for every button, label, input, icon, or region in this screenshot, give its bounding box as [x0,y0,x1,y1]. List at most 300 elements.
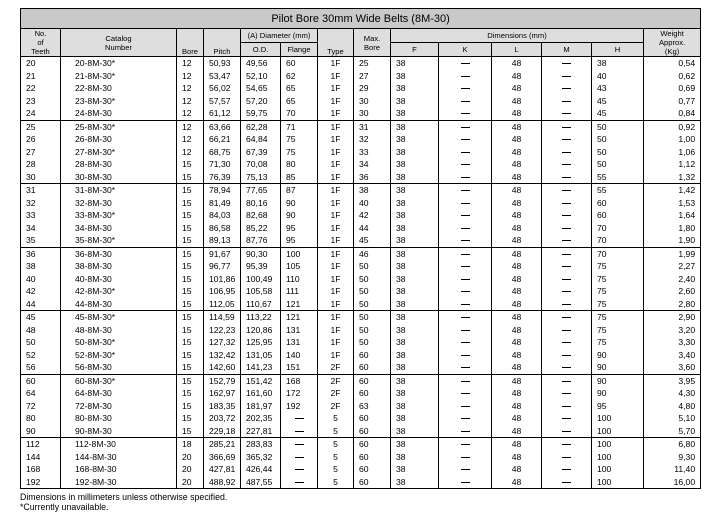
cell-flange: 110 [281,273,318,286]
cell-od: 426,44 [241,463,281,476]
cell-od: 95,39 [241,260,281,273]
cell-m [542,82,592,95]
cell-k [439,222,492,235]
dash-symbol [562,228,571,229]
dash-symbol [562,444,571,445]
cell-l: 48 [492,285,542,298]
cell-max-bore: 34 [354,158,391,171]
cell-m [542,158,592,171]
cell-f: 38 [391,120,439,133]
cell-catalog: 168-8M-30 [61,463,177,476]
cell-weight: 1,80 [644,222,701,235]
cell-h: 50 [592,146,644,159]
cell-m [542,70,592,83]
cell-l: 48 [492,70,542,83]
table-row [21,57,701,70]
cell-catalog: 64-8M-30 [61,387,177,400]
cell-l: 48 [492,82,542,95]
cell-m [542,133,592,146]
table-row [21,184,701,197]
cell-pitch: 81,49 [204,197,241,210]
cell-catalog: 34-8M-30 [61,222,177,235]
cell-catalog: 42-8M-30* [61,285,177,298]
cell-pitch: 427,81 [204,463,241,476]
table-row [21,120,701,133]
cell-k [439,146,492,159]
cell-l: 48 [492,273,542,286]
cell-h: 70 [592,234,644,247]
cell-catalog: 24-8M-30 [61,107,177,120]
table-row [21,158,701,171]
cell-bore: 15 [177,209,204,222]
cell-od: 161,60 [241,387,281,400]
cell-k [439,171,492,184]
cell-h: 75 [592,336,644,349]
cell-teeth: 40 [21,273,61,286]
cell-pitch: 78,94 [204,184,241,197]
dash-symbol [562,266,571,267]
cell-weight: 1,32 [644,171,701,184]
table-row [21,197,701,210]
dash-symbol [562,418,571,419]
cell-f: 38 [391,133,439,146]
cell-type: 1F [318,209,354,222]
cell-od: 62,28 [241,120,281,133]
cell-catalog: 56-8M-30 [61,361,177,374]
cell-max-bore: 60 [354,451,391,464]
cell-f: 38 [391,400,439,413]
cell-l: 48 [492,451,542,464]
cell-h: 90 [592,374,644,387]
cell-f: 38 [391,451,439,464]
header-h: H [592,43,644,57]
dash-symbol [562,457,571,458]
cell-pitch: 122,23 [204,324,241,337]
cell-m [542,451,592,464]
footnotes [20,492,700,512]
cell-catalog: 26-8M-30 [61,133,177,146]
cell-catalog: 33-8M-30* [61,209,177,222]
cell-max-bore: 25 [354,57,391,70]
cell-teeth: 28 [21,158,61,171]
cell-max-bore: 60 [354,387,391,400]
cell-pitch: 86,58 [204,222,241,235]
cell-flange [281,425,318,438]
cell-flange: 75 [281,146,318,159]
cell-bore: 12 [177,146,204,159]
dash-symbol [562,164,571,165]
cell-teeth: 45 [21,311,61,324]
cell-k [439,120,492,133]
dash-symbol [562,355,571,356]
dash-symbol [461,164,470,165]
dash-symbol [461,76,470,77]
cell-k [439,387,492,400]
cell-max-bore: 33 [354,146,391,159]
cell-flange: 71 [281,120,318,133]
cell-od: 77,65 [241,184,281,197]
table-row [21,400,701,413]
cell-type: 1F [318,349,354,362]
table-row [21,95,701,108]
cell-max-bore: 42 [354,209,391,222]
cell-k [439,463,492,476]
dash-symbol [562,291,571,292]
cell-max-bore: 60 [354,476,391,489]
cell-teeth: 27 [21,146,61,159]
cell-m [542,184,592,197]
cell-h: 100 [592,438,644,451]
cell-f: 38 [391,438,439,451]
cell-h: 75 [592,298,644,311]
cell-bore: 20 [177,476,204,489]
dash-symbol [461,381,470,382]
cell-teeth: 24 [21,107,61,120]
cell-l: 48 [492,184,542,197]
header-l: L [492,43,542,57]
cell-l: 48 [492,222,542,235]
cell-od: 87,76 [241,234,281,247]
cell-l: 48 [492,234,542,247]
cell-bore: 15 [177,374,204,387]
cell-bore: 15 [177,234,204,247]
cell-od: 54,65 [241,82,281,95]
cell-k [439,451,492,464]
cell-f: 38 [391,463,439,476]
table-row [21,463,701,476]
table-row [21,260,701,273]
cell-h: 45 [592,95,644,108]
cell-catalog: 112-8M-30 [61,438,177,451]
cell-l: 48 [492,374,542,387]
dash-symbol [461,444,470,445]
cell-teeth: 21 [21,70,61,83]
cell-weight: 5,10 [644,412,701,425]
cell-m [542,57,592,70]
cell-k [439,197,492,210]
dash-symbol [461,406,470,407]
cell-teeth: 20 [21,57,61,70]
table-body [21,57,701,489]
cell-f: 38 [391,107,439,120]
cell-weight: 0,62 [644,70,701,83]
cell-f: 38 [391,349,439,362]
cell-h: 100 [592,412,644,425]
cell-k [439,349,492,362]
cell-h: 75 [592,324,644,337]
dash-symbol [461,431,470,432]
cell-h: 100 [592,425,644,438]
cell-catalog: 25-8M-30* [61,120,177,133]
cell-od: 82,68 [241,209,281,222]
cell-l: 48 [492,463,542,476]
cell-catalog: 22-8M-30 [61,82,177,95]
cell-h: 70 [592,222,644,235]
cell-pitch: 66,21 [204,133,241,146]
cell-bore: 15 [177,400,204,413]
cell-od: 80,16 [241,197,281,210]
dash-symbol [562,113,571,114]
cell-k [439,361,492,374]
dash-symbol [461,457,470,458]
table-row [21,476,701,489]
cell-h: 50 [592,158,644,171]
cell-flange: 131 [281,336,318,349]
cell-pitch: 132,42 [204,349,241,362]
cell-f: 38 [391,374,439,387]
cell-od: 283,83 [241,438,281,451]
cell-type: 1F [318,171,354,184]
footnote-unavailable: *Currently unavailable. [20,502,109,512]
cell-pitch: 68,75 [204,146,241,159]
cell-l: 48 [492,209,542,222]
cell-k [439,234,492,247]
header-teeth: No. of Teeth [21,29,61,57]
dash-symbol [562,63,571,64]
cell-h: 90 [592,361,644,374]
cell-type: 5 [318,476,354,489]
cell-weight: 0,69 [644,82,701,95]
cell-type: 2F [318,387,354,400]
cell-bore: 15 [177,349,204,362]
cell-od: 59,75 [241,107,281,120]
cell-weight: 3,20 [644,324,701,337]
cell-k [439,311,492,324]
cell-od: 202,35 [241,412,281,425]
cell-flange: 172 [281,387,318,400]
cell-m [542,171,592,184]
dash-symbol [562,190,571,191]
dash-symbol [461,355,470,356]
cell-flange [281,476,318,489]
cell-m [542,336,592,349]
cell-max-bore: 50 [354,336,391,349]
footnote-units: Dimensions in millimeters unless otherwise specified. [20,492,228,502]
cell-m [542,197,592,210]
cell-f: 38 [391,273,439,286]
cell-h: 100 [592,476,644,489]
table-row [21,273,701,286]
cell-teeth: 26 [21,133,61,146]
cell-type: 5 [318,412,354,425]
cell-od: 100,49 [241,273,281,286]
table-row [21,133,701,146]
cell-weight: 6,80 [644,438,701,451]
cell-pitch: 76,39 [204,171,241,184]
cell-bore: 12 [177,57,204,70]
table-row [21,146,701,159]
cell-flange: 121 [281,298,318,311]
cell-od: 227,81 [241,425,281,438]
cell-flange: 100 [281,247,318,260]
cell-l: 48 [492,336,542,349]
cell-h: 70 [592,247,644,260]
cell-pitch: 162,97 [204,387,241,400]
cell-flange: 60 [281,57,318,70]
cell-h: 100 [592,451,644,464]
cell-bore: 12 [177,95,204,108]
cell-teeth: 23 [21,95,61,108]
cell-m [542,476,592,489]
cell-f: 38 [391,222,439,235]
cell-teeth: 22 [21,82,61,95]
cell-max-bore: 31 [354,120,391,133]
cell-od: 181,97 [241,400,281,413]
dash-symbol [461,139,470,140]
table-row [21,82,701,95]
cell-bore: 12 [177,107,204,120]
cell-h: 50 [592,120,644,133]
cell-l: 48 [492,247,542,260]
cell-od: 365,32 [241,451,281,464]
dash-symbol [562,203,571,204]
cell-l: 48 [492,476,542,489]
cell-m [542,412,592,425]
cell-od: 67,39 [241,146,281,159]
table-row [21,324,701,337]
dash-symbol [461,240,470,241]
cell-m [542,273,592,286]
cell-h: 95 [592,400,644,413]
cell-f: 38 [391,476,439,489]
cell-f: 38 [391,336,439,349]
dash-symbol [461,304,470,305]
cell-l: 48 [492,133,542,146]
cell-f: 38 [391,82,439,95]
cell-l: 48 [492,425,542,438]
cell-teeth: 44 [21,298,61,311]
cell-type: 5 [318,425,354,438]
dash-symbol [562,482,571,483]
table-row [21,285,701,298]
dash-symbol [562,76,571,77]
cell-catalog: 144-8M-30 [61,451,177,464]
cell-max-bore: 45 [354,234,391,247]
cell-k [439,273,492,286]
cell-catalog: 52-8M-30* [61,349,177,362]
cell-bore: 15 [177,247,204,260]
cell-type: 1F [318,324,354,337]
cell-l: 48 [492,171,542,184]
cell-l: 48 [492,107,542,120]
cell-flange: 65 [281,95,318,108]
cell-flange: 65 [281,82,318,95]
cell-weight: 0,77 [644,95,701,108]
cell-f: 38 [391,95,439,108]
cell-weight: 1,12 [644,158,701,171]
cell-type: 1F [318,184,354,197]
cell-catalog: 72-8M-30 [61,400,177,413]
cell-catalog: 27-8M-30* [61,146,177,159]
page [20,8,700,512]
cell-type: 1F [318,311,354,324]
cell-pitch: 488,92 [204,476,241,489]
cell-type: 5 [318,438,354,451]
cell-catalog: 20-8M-30* [61,57,177,70]
cell-teeth: 64 [21,387,61,400]
cell-od: 75,13 [241,171,281,184]
dash-symbol [562,469,571,470]
cell-bore: 15 [177,158,204,171]
dash-symbol [461,101,470,102]
cell-weight: 1,99 [644,247,701,260]
cell-catalog: 50-8M-30* [61,336,177,349]
cell-m [542,311,592,324]
cell-flange: 140 [281,349,318,362]
cell-max-bore: 32 [354,133,391,146]
cell-l: 48 [492,349,542,362]
cell-weight: 11,40 [644,463,701,476]
dash-symbol [461,113,470,114]
cell-f: 38 [391,425,439,438]
cell-weight: 16,00 [644,476,701,489]
table-row [21,412,701,425]
cell-teeth: 52 [21,349,61,362]
cell-weight: 1,00 [644,133,701,146]
cell-flange: 87 [281,184,318,197]
cell-teeth: 33 [21,209,61,222]
cell-h: 38 [592,57,644,70]
cell-pitch: 89,13 [204,234,241,247]
dash-symbol [562,431,571,432]
dash-symbol [461,266,470,267]
dash-symbol [562,342,571,343]
dash-symbol [461,342,470,343]
cell-type: 1F [318,273,354,286]
cell-flange: 105 [281,260,318,273]
cell-type: 5 [318,463,354,476]
cell-teeth: 35 [21,234,61,247]
cell-k [439,476,492,489]
header-dimensions-group: Dimensions (mm) [391,29,644,43]
cell-bore: 20 [177,451,204,464]
cell-type: 2F [318,374,354,387]
cell-weight: 0,92 [644,120,701,133]
cell-f: 38 [391,324,439,337]
cell-f: 38 [391,298,439,311]
cell-h: 60 [592,209,644,222]
table-row [21,247,701,260]
cell-f: 38 [391,361,439,374]
dash-symbol [461,203,470,204]
cell-type: 1F [318,222,354,235]
cell-m [542,120,592,133]
cell-catalog: 192-8M-30 [61,476,177,489]
table-row [21,311,701,324]
cell-pitch: 71,30 [204,158,241,171]
dash-symbol [295,469,304,470]
cell-catalog: 31-8M-30* [61,184,177,197]
cell-bore: 12 [177,133,204,146]
table-row [21,336,701,349]
cell-weight: 9,30 [644,451,701,464]
dash-symbol [562,317,571,318]
cell-flange: 121 [281,311,318,324]
pilot-bore-table [20,8,701,489]
cell-k [439,133,492,146]
cell-max-bore: 60 [354,463,391,476]
cell-type: 1F [318,285,354,298]
cell-max-bore: 50 [354,260,391,273]
cell-teeth: 168 [21,463,61,476]
dash-symbol [562,279,571,280]
cell-bore: 15 [177,184,204,197]
cell-catalog: 45-8M-30* [61,311,177,324]
cell-catalog: 30-8M-30 [61,171,177,184]
cell-type: 2F [318,361,354,374]
dash-symbol [562,177,571,178]
cell-bore: 15 [177,311,204,324]
